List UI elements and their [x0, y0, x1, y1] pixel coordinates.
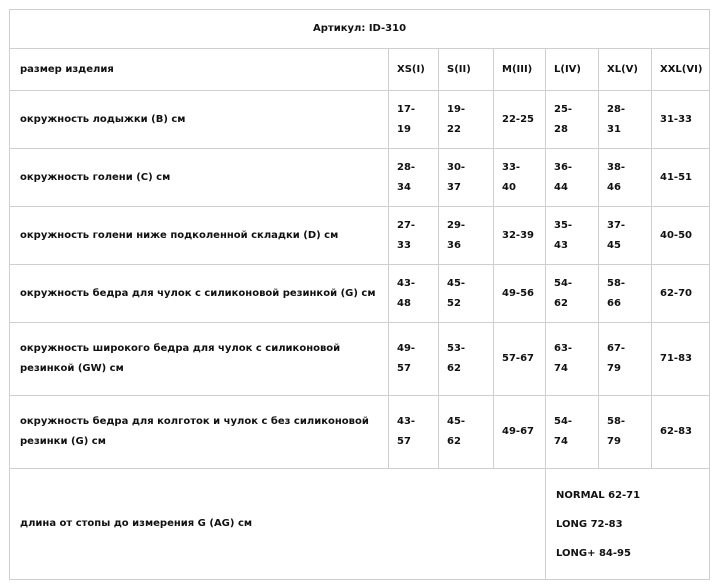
- cell-value: 58-79: [599, 396, 652, 469]
- cell-value: 62-70: [652, 265, 710, 323]
- length-option-long-plus: LONG+ 84-95: [556, 547, 631, 559]
- row-label: окружность голени (C) см: [10, 149, 389, 207]
- cell-value: 49-67: [494, 396, 546, 469]
- cell-value: 29-36: [439, 207, 494, 265]
- row-label: окружность лодыжки (B) см: [10, 91, 389, 149]
- table-row: [10, 396, 710, 469]
- header-row: [10, 49, 710, 91]
- row-label: окружность широкого бедра для чулок с силиконовой резинкой (GW) см: [10, 323, 389, 396]
- cell-value: 17-19: [389, 91, 439, 149]
- size-header-s: S(II): [439, 49, 494, 91]
- cell-value: 62-83: [652, 396, 710, 469]
- size-header-xxl: XXL(VI): [652, 49, 710, 91]
- length-label: длина от стопы до измерения G (AG) см: [10, 469, 546, 580]
- cell-value: 28-34: [389, 149, 439, 207]
- row-label: окружность бедра для колготок и чулок с без силиконовой резинки (G) см: [10, 396, 389, 469]
- row-label: окружность бедра для чулок с силиконовой резинкой (G) см: [10, 265, 389, 323]
- cell-value: 27-33: [389, 207, 439, 265]
- cell-value: 30-37: [439, 149, 494, 207]
- cell-value: 36-44: [546, 149, 599, 207]
- cell-value: 25-28: [546, 91, 599, 149]
- cell-value: 45-62: [439, 396, 494, 469]
- size-header-m: M(III): [494, 49, 546, 91]
- size-chart-table: [9, 9, 710, 580]
- cell-value: 54-74: [546, 396, 599, 469]
- cell-value: 45-52: [439, 265, 494, 323]
- table-row: [10, 323, 710, 396]
- cell-value: 57-67: [494, 323, 546, 396]
- table-row: [10, 207, 710, 265]
- table-row: [10, 91, 710, 149]
- cell-value: 22-25: [494, 91, 546, 149]
- article-title: Артикул: ID-310: [10, 10, 710, 49]
- size-header-xs: XS(I): [389, 49, 439, 91]
- row-label: окружность голени ниже подколенной складки (D) см: [10, 207, 389, 265]
- title-row: [10, 10, 710, 49]
- size-header-l: L(IV): [546, 49, 599, 91]
- cell-value: 49-57: [389, 323, 439, 396]
- cell-value: 19-22: [439, 91, 494, 149]
- cell-value: 67-79: [599, 323, 652, 396]
- table-row: [10, 265, 710, 323]
- cell-value: 35-43: [546, 207, 599, 265]
- cell-value: 63-74: [546, 323, 599, 396]
- cell-value: 33-40: [494, 149, 546, 207]
- length-options: [546, 469, 710, 580]
- table-row: [10, 149, 710, 207]
- cell-value: 32-39: [494, 207, 546, 265]
- cell-value: 38-46: [599, 149, 652, 207]
- cell-value: 43-57: [389, 396, 439, 469]
- cell-value: 40-50: [652, 207, 710, 265]
- cell-value: 53-62: [439, 323, 494, 396]
- cell-value: 28-31: [599, 91, 652, 149]
- cell-value: 41-51: [652, 149, 710, 207]
- cell-value: 43-48: [389, 265, 439, 323]
- cell-value: 49-56: [494, 265, 546, 323]
- cell-value: 54-62: [546, 265, 599, 323]
- cell-value: 31-33: [652, 91, 710, 149]
- cell-value: 37-45: [599, 207, 652, 265]
- cell-value: 58-66: [599, 265, 652, 323]
- size-header-xl: XL(V): [599, 49, 652, 91]
- length-option-normal: NORMAL 62-71: [556, 489, 641, 501]
- cell-value: 71-83: [652, 323, 710, 396]
- length-option-long: LONG 72-83: [556, 518, 623, 530]
- length-row: [10, 469, 710, 580]
- size-header-label: размер изделия: [10, 49, 389, 91]
